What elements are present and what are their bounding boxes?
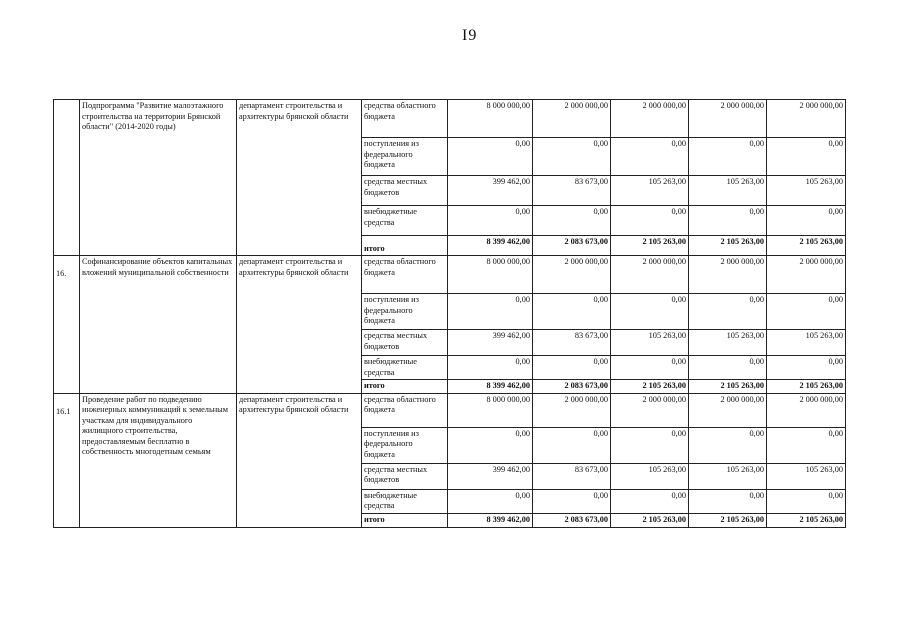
value-cell: 105 263,00 xyxy=(611,176,689,206)
value-cell: 0,00 xyxy=(767,489,846,513)
value-cell: 0,00 xyxy=(448,489,533,513)
funding-source: внебюджетные средства xyxy=(362,356,448,380)
total-value-cell: 2 083 673,00 xyxy=(533,236,611,256)
section-name: Проведение работ по подведению инженерных коммуникаций к земельным участкам для индивидуального жилищного строительства, предоставляемым бесплатно в собственность многодетным семьям xyxy=(80,393,237,527)
value-cell: 2 000 000,00 xyxy=(767,393,846,427)
value-cell: 2 000 000,00 xyxy=(533,393,611,427)
total-value-cell: 8 399 462,00 xyxy=(448,236,533,256)
section-index: 16.1 xyxy=(54,393,80,527)
funding-source: средства местных бюджетов xyxy=(362,330,448,356)
total-label: итого xyxy=(362,513,448,527)
value-cell: 0,00 xyxy=(611,294,689,330)
value-cell: 0,00 xyxy=(767,294,846,330)
value-cell: 0,00 xyxy=(689,489,767,513)
funding-source: средства областного бюджета xyxy=(362,256,448,294)
value-cell: 2 000 000,00 xyxy=(611,256,689,294)
total-label: итого xyxy=(362,236,448,256)
section-index: 16. xyxy=(54,256,80,394)
funding-source: поступления из федерального бюджета xyxy=(362,427,448,463)
value-cell: 105 263,00 xyxy=(689,463,767,489)
value-cell: 2 000 000,00 xyxy=(611,393,689,427)
value-cell: 0,00 xyxy=(689,427,767,463)
value-cell: 2 000 000,00 xyxy=(611,100,689,138)
value-cell: 0,00 xyxy=(611,427,689,463)
value-cell: 0,00 xyxy=(533,206,611,236)
value-cell: 105 263,00 xyxy=(689,176,767,206)
value-cell: 0,00 xyxy=(689,206,767,236)
value-cell: 83 673,00 xyxy=(533,463,611,489)
value-cell: 2 000 000,00 xyxy=(689,100,767,138)
value-cell: 0,00 xyxy=(689,294,767,330)
total-value-cell: 2 105 263,00 xyxy=(611,236,689,256)
page-number: I9 xyxy=(462,27,478,44)
funding-source: средства областного бюджета xyxy=(362,100,448,138)
value-cell: 83 673,00 xyxy=(533,330,611,356)
value-cell: 0,00 xyxy=(448,356,533,380)
value-cell: 105 263,00 xyxy=(767,330,846,356)
value-cell: 0,00 xyxy=(611,356,689,380)
value-cell: 105 263,00 xyxy=(611,463,689,489)
value-cell: 0,00 xyxy=(611,138,689,176)
value-cell: 399 462,00 xyxy=(448,176,533,206)
funding-source: внебюджетные средства xyxy=(362,489,448,513)
value-cell: 0,00 xyxy=(767,356,846,380)
value-cell: 0,00 xyxy=(448,294,533,330)
value-cell: 2 000 000,00 xyxy=(533,100,611,138)
value-cell: 2 000 000,00 xyxy=(767,256,846,294)
total-value-cell: 2 105 263,00 xyxy=(767,513,846,527)
funding-source: поступления из федерального бюджета xyxy=(362,294,448,330)
value-cell: 0,00 xyxy=(611,206,689,236)
funding-source: средства местных бюджетов xyxy=(362,176,448,206)
value-cell: 105 263,00 xyxy=(767,463,846,489)
value-cell: 105 263,00 xyxy=(689,330,767,356)
section-executor: департамент строительства и архитектуры брянской области xyxy=(237,256,362,394)
total-value-cell: 2 105 263,00 xyxy=(689,513,767,527)
total-value-cell: 2 105 263,00 xyxy=(611,380,689,394)
value-cell: 0,00 xyxy=(448,138,533,176)
value-cell: 0,00 xyxy=(448,206,533,236)
value-cell: 0,00 xyxy=(533,427,611,463)
value-cell: 0,00 xyxy=(533,294,611,330)
budget-table xyxy=(53,99,846,528)
section-executor: департамент строительства и архитектуры брянской области xyxy=(237,393,362,527)
funding-source: внебюджетные средства xyxy=(362,206,448,236)
value-cell: 0,00 xyxy=(689,356,767,380)
value-cell: 399 462,00 xyxy=(448,330,533,356)
table-row xyxy=(54,256,846,294)
value-cell: 8 000 000,00 xyxy=(448,256,533,294)
table-row xyxy=(54,393,846,427)
value-cell: 0,00 xyxy=(448,427,533,463)
value-cell: 105 263,00 xyxy=(611,330,689,356)
total-label: итого xyxy=(362,380,448,394)
value-cell: 0,00 xyxy=(533,489,611,513)
value-cell: 399 462,00 xyxy=(448,463,533,489)
value-cell: 0,00 xyxy=(533,356,611,380)
section-name: Софинансирование объектов капитальных вложений муниципальной собственности xyxy=(80,256,237,394)
value-cell: 0,00 xyxy=(767,427,846,463)
value-cell: 0,00 xyxy=(767,206,846,236)
section-executor: департамент строительства и архитектуры брянской области xyxy=(237,100,362,256)
value-cell: 0,00 xyxy=(611,489,689,513)
value-cell: 0,00 xyxy=(767,138,846,176)
table-row xyxy=(54,100,846,138)
value-cell: 2 000 000,00 xyxy=(767,100,846,138)
total-value-cell: 2 105 263,00 xyxy=(689,236,767,256)
funding-source: поступления из федерального бюджета xyxy=(362,138,448,176)
funding-source: средства областного бюджета xyxy=(362,393,448,427)
section-name: Подпрограмма "Развитие малоэтажного строительства на территории Брянской области" (2014-2020 годы) xyxy=(80,100,237,256)
total-value-cell: 8 399 462,00 xyxy=(448,380,533,394)
value-cell: 8 000 000,00 xyxy=(448,100,533,138)
value-cell: 83 673,00 xyxy=(533,176,611,206)
total-value-cell: 2 083 673,00 xyxy=(533,380,611,394)
value-cell: 0,00 xyxy=(689,138,767,176)
total-value-cell: 2 105 263,00 xyxy=(767,380,846,394)
value-cell: 2 000 000,00 xyxy=(689,393,767,427)
total-value-cell: 2 105 263,00 xyxy=(611,513,689,527)
total-value-cell: 2 105 263,00 xyxy=(767,236,846,256)
section-index xyxy=(54,100,80,256)
value-cell: 8 000 000,00 xyxy=(448,393,533,427)
value-cell: 2 000 000,00 xyxy=(689,256,767,294)
value-cell: 105 263,00 xyxy=(767,176,846,206)
total-value-cell: 2 105 263,00 xyxy=(689,380,767,394)
funding-source: средства местных бюджетов xyxy=(362,463,448,489)
value-cell: 0,00 xyxy=(533,138,611,176)
total-value-cell: 2 083 673,00 xyxy=(533,513,611,527)
total-value-cell: 8 399 462,00 xyxy=(448,513,533,527)
value-cell: 2 000 000,00 xyxy=(533,256,611,294)
